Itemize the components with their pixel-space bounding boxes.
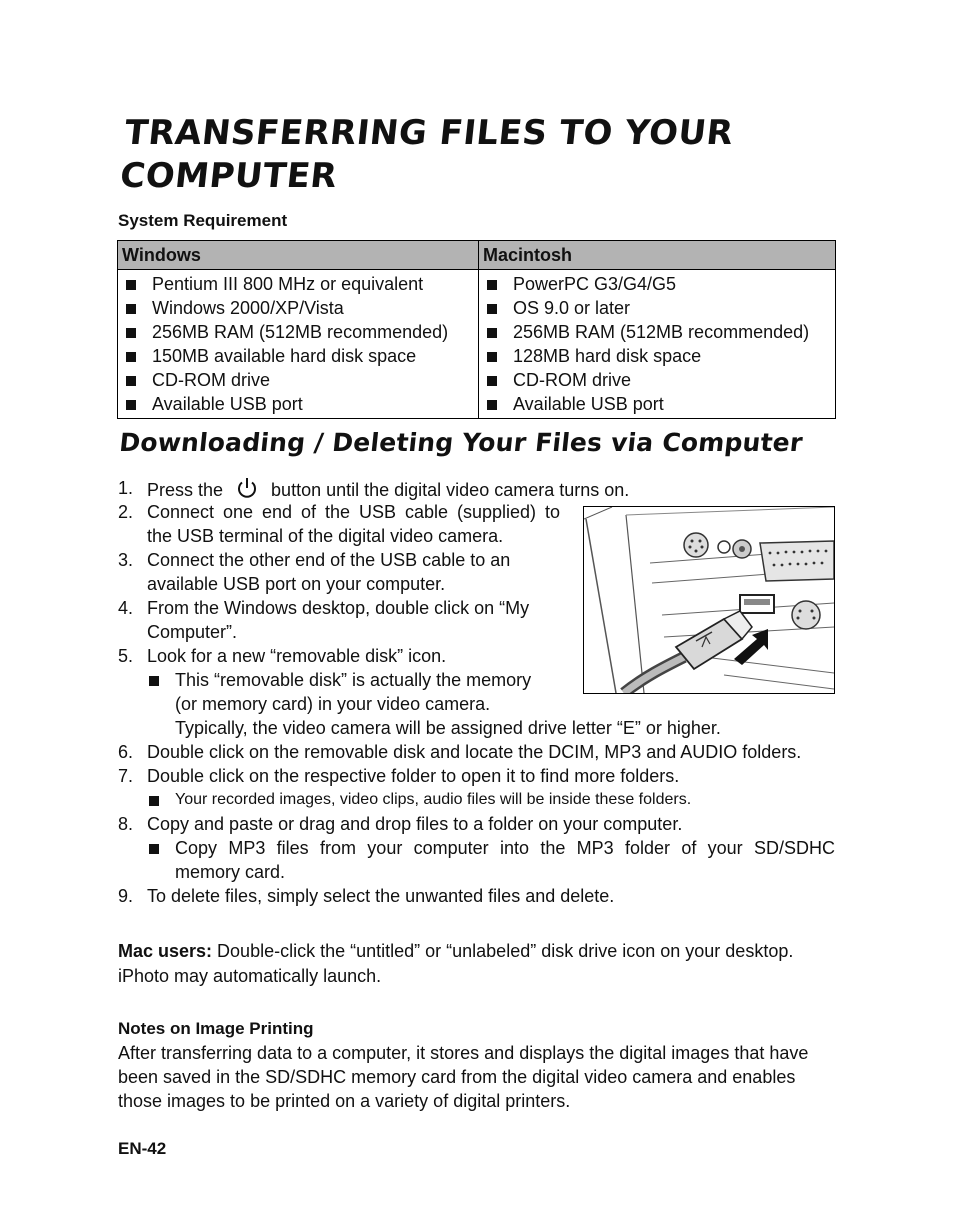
list-item: [483, 272, 835, 296]
page-title: [118, 112, 827, 198]
step-number: 1.: [118, 478, 134, 498]
list-item: [122, 320, 478, 344]
step-5-line1: Look for a new “removable disk” icon.: [147, 646, 447, 666]
step-1-text-a: Press the: [147, 479, 224, 500]
header-windows: Windows: [118, 241, 479, 270]
step-6-line1: Double click on the removable disk and locate the DCIM, MP3 and AUDIO folders.: [147, 742, 802, 762]
list-item-label: Available USB port: [513, 394, 664, 414]
step-number: 9.: [118, 886, 134, 906]
bullet-icon: [487, 400, 497, 410]
notes-heading: Notes on Image Printing: [118, 1019, 314, 1038]
requirements-table: [117, 240, 836, 419]
list-item-label: Windows 2000/XP/Vista: [152, 298, 344, 318]
step-7-line1: Double click on the respective folder to open it to find more folders.: [147, 766, 680, 786]
list-item-label: Available USB port: [152, 394, 303, 414]
step-number: 6.: [118, 742, 134, 762]
bullet-icon: [487, 352, 497, 362]
list-item: [483, 368, 835, 392]
step-5-bullet-line2: (or memory card) in your video camera.: [175, 694, 491, 714]
step-8-bullet-line2: memory card.: [175, 862, 286, 882]
page-title-line2: COMPUTER: [118, 156, 340, 196]
page-title-line1: TRANSFERRING FILES TO YOUR: [122, 113, 736, 153]
step-5-bullet-line3: Typically, the video camera will be assigned drive letter “E” or higher.: [175, 718, 721, 738]
bullet-icon: [126, 352, 136, 362]
list-item: [122, 344, 478, 368]
step-number: 8.: [118, 814, 134, 834]
step-number: 3.: [118, 550, 134, 570]
bullet-icon: [487, 280, 497, 290]
mac-users-text: Double-click the “untitled” or “unlabeled” disk drive icon on your desktop. iPhoto may automatically launch.: [118, 941, 794, 986]
list-item: [483, 344, 835, 368]
list-item: [483, 320, 835, 344]
page-number: EN-42: [118, 1139, 167, 1158]
list-item: [122, 368, 478, 392]
table-row: [118, 270, 836, 419]
step-7-bullet-line1: Your recorded images, video clips, audio files will be inside these folders.: [175, 791, 692, 808]
list-item: [122, 272, 478, 296]
bullet-icon: [126, 376, 136, 386]
step-8-bullet-line1: Copy MP3 files from your computer into the MP3 folder of your SD/SDHC: [175, 838, 835, 858]
list-item: [483, 296, 835, 320]
step-number: 2.: [118, 502, 134, 522]
step-1-text-b: button until the digital video camera turns on.: [271, 479, 630, 500]
list-item-label: 256MB RAM (512MB recommended): [513, 322, 810, 342]
step-8-line1: Copy and paste or drag and drop files to a folder on your computer.: [147, 814, 683, 834]
step-3-line1: Connect the other end of the USB cable to an: [147, 550, 511, 570]
step-4-line2: Computer”.: [147, 622, 238, 642]
macintosh-list: [483, 270, 835, 418]
step-5-bullet-line1: This “removable disk” is actually the memory: [175, 670, 532, 690]
macintosh-cell: [479, 270, 836, 419]
list-item-label: CD-ROM drive: [152, 370, 271, 390]
list-item-label: OS 9.0 or later: [513, 298, 631, 318]
list-item: [122, 392, 478, 416]
bullet-icon: [487, 304, 497, 314]
bullet-icon: [487, 376, 497, 386]
list-item: [483, 392, 835, 416]
step-3-line2: available USB port on your computer.: [147, 574, 446, 594]
list-item-label: 256MB RAM (512MB recommended): [152, 322, 449, 342]
step-9-line1: To delete files, simply select the unwanted files and delete.: [147, 886, 615, 906]
notes-paragraph: After transferring data to a computer, it stores and displays the digital images that have been saved in the SD/SDHC memory card from the digital video camera and enables those images to be printed on a variety of digital printers.: [118, 1043, 809, 1111]
list-item-label: 128MB hard disk space: [513, 346, 702, 366]
step-number: 7.: [118, 766, 134, 786]
step-2-line1: Connect one end of the USB cable (supplied) to: [147, 502, 560, 522]
list-item-label: 150MB available hard disk space: [152, 346, 417, 366]
usb-connection-illustration: [583, 506, 835, 694]
list-item: [122, 296, 478, 320]
step-number: 5.: [118, 646, 134, 666]
step-number: 4.: [118, 598, 134, 618]
list-item-label: PowerPC G3/G4/G5: [513, 274, 677, 294]
bullet-icon: [126, 280, 136, 290]
bullet-icon: [487, 328, 497, 338]
step-2-line2: the USB terminal of the digital video camera.: [147, 526, 504, 546]
bullet-icon: [126, 304, 136, 314]
system-requirement-heading: System Requirement: [118, 211, 288, 230]
bullet-icon: [126, 328, 136, 338]
step-4-line1: From the Windows desktop, double click on “My: [147, 598, 530, 618]
table-header-row: [118, 241, 836, 270]
windows-list: [122, 270, 478, 418]
list-item-label: CD-ROM drive: [513, 370, 632, 390]
header-macintosh: Macintosh: [479, 241, 836, 270]
section-heading: Downloading / Deleting Your Files via Computer: [118, 428, 805, 457]
mac-users-note: [118, 939, 836, 989]
mac-users-label: Mac users:: [118, 941, 213, 961]
list-item-label: Pentium III 800 MHz or equivalent: [152, 274, 424, 294]
bullet-icon: [126, 400, 136, 410]
windows-cell: [118, 270, 479, 419]
